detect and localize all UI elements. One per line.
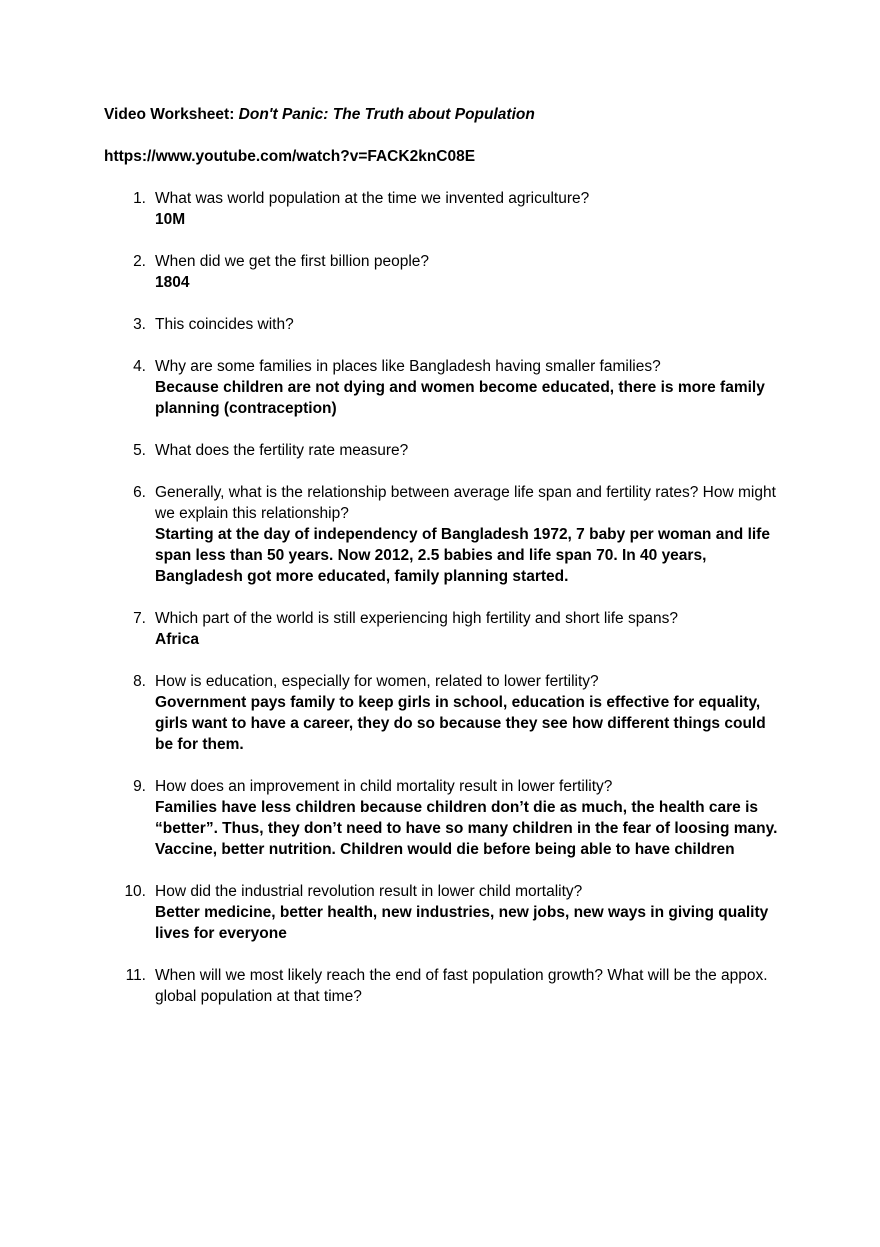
video-url[interactable]: https://www.youtube.com/watch?v=FACK2knC08E [104, 148, 476, 165]
answer-text: Africa [155, 631, 199, 648]
question-text: What was world population at the time we invented agriculture? [155, 190, 590, 207]
question-number: 7. [133, 610, 146, 627]
question-item [0, 314, 880, 335]
question-number: 9. [133, 778, 146, 795]
question-number: 10. [124, 883, 146, 900]
question-number: 2. [133, 253, 146, 270]
question-body [155, 314, 785, 335]
answer-text: Families have less children because children don’t die as much, the health care is “better”. Thus, they don’t need to have so many children in the fear of loosing many. Vaccine, better nutrition. Children would die before being able to have children [155, 799, 778, 858]
question-text: This coincides with? [155, 316, 294, 333]
question-body [155, 356, 785, 419]
question-body [155, 251, 785, 293]
question-text: When will we most likely reach the end of fast population growth? What will be the appox. global population at that time? [155, 967, 768, 1005]
question-text: What does the fertility rate measure? [155, 442, 409, 459]
answer-text: Government pays family to keep girls in school, education is effective for equality, girls want to have a career, they do so because they see how different things could be for them. [155, 694, 766, 753]
question-text: Why are some families in places like Bangladesh having smaller families? [155, 358, 661, 375]
question-item [0, 440, 880, 461]
question-text: Generally, what is the relationship between average life span and fertility rates? How might we explain this relationship? [155, 484, 776, 522]
question-text: How did the industrial revolution result in lower child mortality? [155, 883, 583, 900]
question-item [0, 482, 880, 587]
question-number: 6. [133, 484, 146, 501]
question-body [155, 188, 785, 230]
question-number: 5. [133, 442, 146, 459]
title-prefix: Video Worksheet: [104, 106, 239, 123]
question-body [155, 440, 785, 461]
question-item [0, 356, 880, 419]
answer-text: Starting at the day of independency of Bangladesh 1972, 7 baby per woman and life span less than 50 years. Now 2012, 2.5 babies and life span 70. In 40 years, Bangladesh got more educated, family planning started. [155, 526, 770, 585]
question-body [155, 881, 785, 944]
question-body [155, 671, 785, 755]
question-number: 1. [133, 190, 146, 207]
question-number: 4. [133, 358, 146, 375]
page-title [104, 104, 535, 125]
question-body [155, 608, 785, 650]
question-item [0, 965, 880, 1007]
question-body [155, 965, 785, 1007]
question-number: 8. [133, 673, 146, 690]
question-item [0, 671, 880, 755]
question-body [155, 482, 785, 587]
question-number: 3. [133, 316, 146, 333]
question-list [0, 188, 880, 1028]
question-text: How does an improvement in child mortality result in lower fertility? [155, 778, 613, 795]
answer-text: 10M [155, 211, 186, 228]
answer-text: 1804 [155, 274, 190, 291]
question-item [0, 251, 880, 293]
question-number: 11. [125, 967, 146, 984]
question-body [155, 776, 785, 860]
question-text: Which part of the world is still experiencing high fertility and short life spans? [155, 610, 678, 627]
question-item [0, 188, 880, 230]
answer-text: Better medicine, better health, new industries, new jobs, new ways in giving quality lives for everyone [155, 904, 769, 942]
video-title: Don't Panic: The Truth about Population [238, 106, 535, 123]
question-text: When did we get the first billion people? [155, 253, 429, 270]
question-item [0, 881, 880, 944]
answer-text: Because children are not dying and women become educated, there is more family planning (contraception) [155, 379, 765, 417]
question-item [0, 608, 880, 650]
question-item [0, 776, 880, 860]
question-text: How is education, especially for women, related to lower fertility? [155, 673, 599, 690]
